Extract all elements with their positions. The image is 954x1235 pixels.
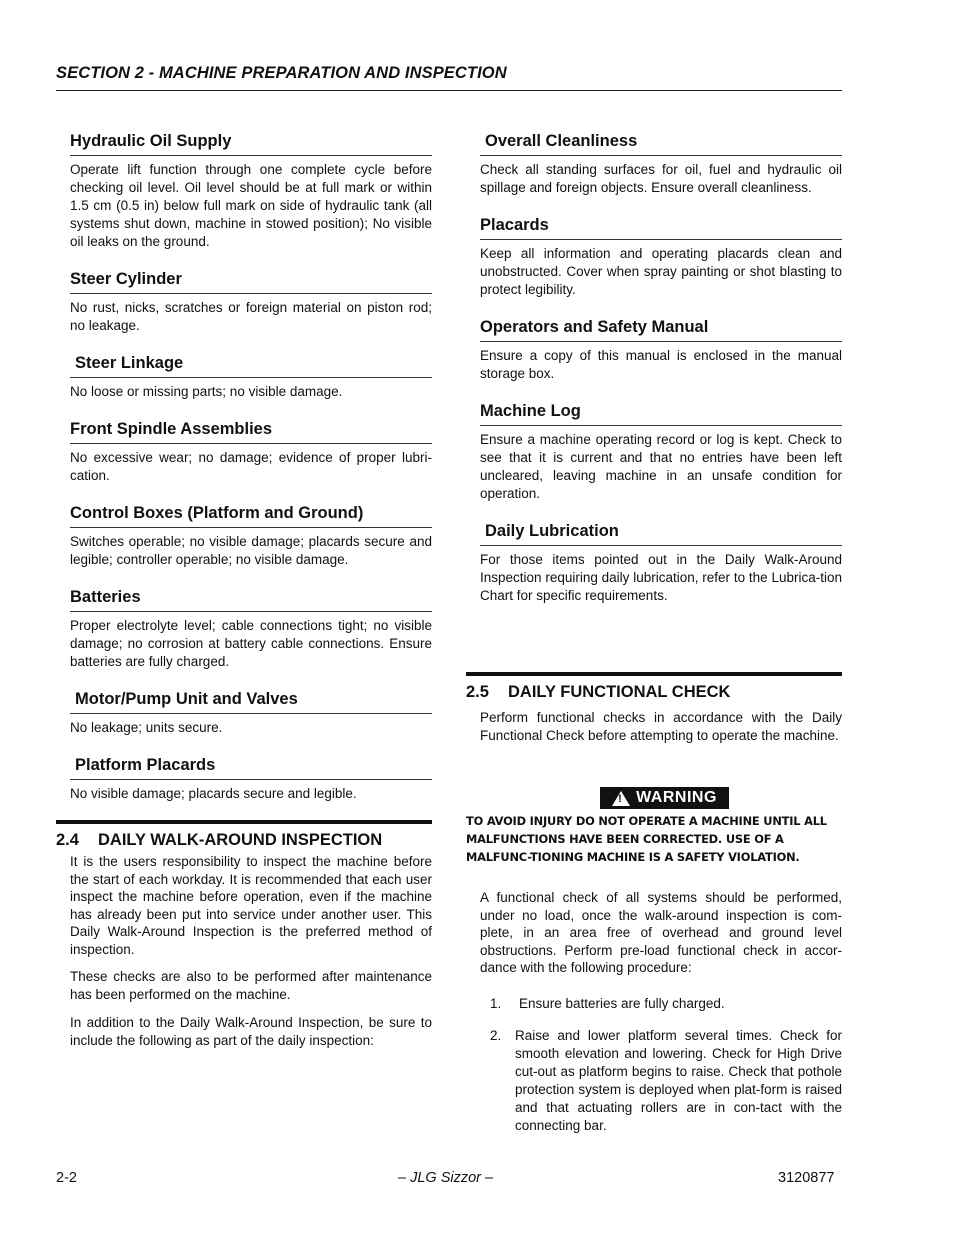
subsection-title: Steer Linkage xyxy=(70,352,432,378)
warning-text: TO AVOID INJURY DO NOT OPERATE A MACHINE UNTIL ALL MALFUNCTIONS HAVE BEEN CORRECTED. USE OF A MALFUNC-TIONING MACHINE IS A SAFETY VIOLATION. xyxy=(466,814,827,864)
subsection-text: No rust, nicks, scratches or foreign material on piston rod; no leakage. xyxy=(70,300,432,333)
warning-label: WARNING xyxy=(636,789,717,806)
subsection-title: Operators and Safety Manual xyxy=(480,316,842,342)
section-2-5-body: A functional check of all systems should be performed, under no load, once the walk-around inspection is com-plete, in an area free of overhead and ground level obstructions. Perform pre-load functional check in accor-dance with the following procedure: xyxy=(480,890,842,975)
list-item-text: Raise and lower platform several times. Check for smooth elevation and lowering. Check for High Drive cut-out as platform begins to raise. Check that pothole protection system is deployed when plat-form is raised and that actuating rollers are in con-tact with the connecting bar. xyxy=(515,1028,842,1133)
procedure-list xyxy=(490,995,842,1149)
section-rule xyxy=(56,820,432,824)
subsection-overall-cleanliness xyxy=(480,130,842,197)
subsection-title: Batteries xyxy=(70,586,432,612)
subsection-title: Front Spindle Assemblies xyxy=(70,418,432,444)
section-heading xyxy=(56,830,432,850)
subsection-platform-placards xyxy=(70,754,432,803)
subsection-text: Switches operable; no visible damage; placards secure and legible; controller operable; no visible damage. xyxy=(70,534,432,567)
subsection-title: Overall Cleanliness xyxy=(480,130,842,156)
subsection-operators-manual xyxy=(480,316,842,383)
subsection-text: Ensure a copy of this manual is enclosed in the manual storage box. xyxy=(480,348,842,381)
subsection-title: Hydraulic Oil Supply xyxy=(70,130,432,156)
section-2-4-paragraph-2: These checks are also to be performed after maintenance has been performed on the machine. xyxy=(70,969,432,1002)
document-number: 3120877 xyxy=(778,1170,835,1186)
warning-triangle-icon: ! xyxy=(612,791,630,806)
subsection-text: No leakage; units secure. xyxy=(70,720,223,735)
subsection-text: Operate lift function through one complete cycle before checking oil level. Oil level should be at full mark or within 1.5 cm (0.5 in) below full mark on side of hydraulic tank (all systems shut down, machine in stowed position); No visible oil leaks on the ground. xyxy=(70,162,432,249)
section-number: 2.5 xyxy=(466,683,489,701)
subsection-title: Motor/Pump Unit and Valves xyxy=(70,688,432,714)
section-title-text: DAILY WALK-AROUND INSPECTION xyxy=(98,831,383,849)
subsection-text: Ensure a machine operating record or log is kept. Check to see that it is current and that no entries have been left uncleared, leaving machine in an unsafe condition for operation. xyxy=(480,432,842,501)
subsection-text: No excessive wear; no damage; evidence of proper lubri-cation. xyxy=(70,450,432,483)
right-column xyxy=(480,130,842,605)
subsection-placards xyxy=(480,214,842,299)
list-item-number: 1. xyxy=(490,996,502,1011)
subsection-daily-lubrication xyxy=(480,520,842,605)
section-2-4-paragraph-1: It is the users responsibility to inspect the machine before the start of each workday. It is recommended that each user inspect the machine before operation, even if the machine has already been put into service under another user. This Daily Walk-Around Inspection is the preferred method of inspection. xyxy=(70,854,432,957)
section-2-5-heading xyxy=(466,672,842,702)
subsection-text: For those items pointed out in the Daily Walk-Around Inspection requiring daily lubrication, refer to the Lubrica-tion Chart for specific requirements. xyxy=(480,552,842,603)
subsection-batteries xyxy=(70,586,432,671)
section-2-4-paragraph-3: In addition to the Daily Walk-Around Inspection, be sure to include the following as part of the daily inspection: xyxy=(70,1015,432,1048)
footer-title: – JLG Sizzor – xyxy=(398,1170,494,1186)
subsection-steer-cylinder xyxy=(70,268,432,335)
section-title-text: DAILY FUNCTIONAL CHECK xyxy=(508,683,731,701)
page-number: 2-2 xyxy=(56,1170,77,1186)
section-title: SECTION 2 - MACHINE PREPARATION AND INSPECTION xyxy=(56,64,507,82)
subsection-control-boxes xyxy=(70,502,432,569)
subsection-text: Keep all information and operating placards clean and unobstructed. Cover when spray painting or shot blasting to protect legibility. xyxy=(480,246,842,297)
subsection-steer-linkage xyxy=(70,352,432,401)
subsection-title: Platform Placards xyxy=(70,754,432,780)
subsection-text: Check all standing surfaces for oil, fuel and hydraulic oil spillage and foreign objects. Ensure overall cleanliness. xyxy=(480,162,842,195)
section-rule xyxy=(466,672,842,676)
list-item-number: 2. xyxy=(490,1028,502,1043)
warning-banner xyxy=(600,787,729,809)
subsection-title: Daily Lubrication xyxy=(480,520,842,546)
subsection-machine-log xyxy=(480,400,842,503)
subsection-hydraulic-oil-supply xyxy=(70,130,432,251)
subsection-text: No visible damage; placards secure and legible. xyxy=(70,786,357,801)
section-2-4-heading xyxy=(56,820,432,850)
subsection-text: No loose or missing parts; no visible damage. xyxy=(70,384,343,399)
list-item xyxy=(490,1027,842,1135)
list-item-text: Ensure batteries are fully charged. xyxy=(519,996,725,1011)
list-item xyxy=(490,995,842,1013)
left-column xyxy=(70,130,432,803)
subsection-title: Machine Log xyxy=(480,400,842,426)
section-2-5-intro: Perform functional checks in accordance with the Daily Functional Check before attempting to operate the machine. xyxy=(480,710,842,743)
section-heading xyxy=(466,682,842,702)
subsection-title: Placards xyxy=(480,214,842,240)
subsection-motor-pump xyxy=(70,688,432,737)
subsection-front-spindle xyxy=(70,418,432,485)
page-header xyxy=(56,64,842,91)
subsection-title: Steer Cylinder xyxy=(70,268,432,294)
section-number: 2.4 xyxy=(56,831,79,849)
subsection-text: Proper electrolyte level; cable connections tight; no visible damage; no corrosion at battery cable connections. Ensure batteries are fully charged. xyxy=(70,618,432,669)
subsection-title: Control Boxes (Platform and Ground) xyxy=(70,502,432,528)
